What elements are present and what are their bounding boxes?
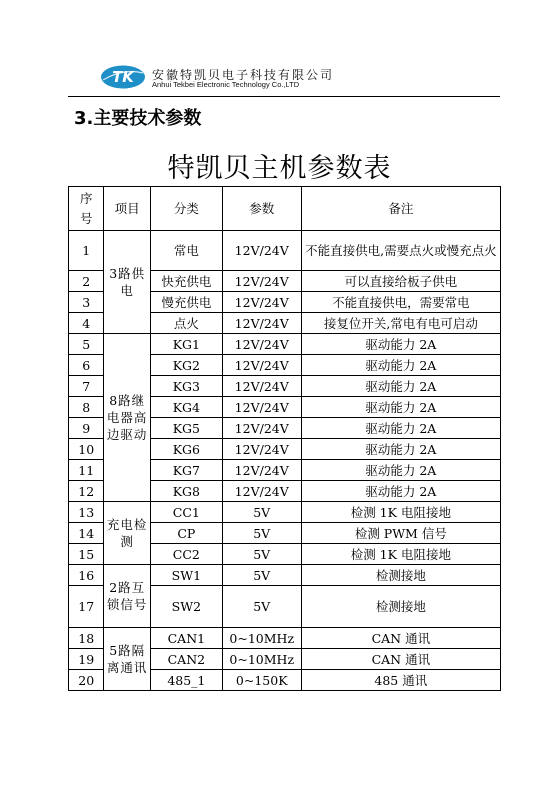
cell-note: 驱动能力 2A: [301, 481, 500, 502]
cell-note: 驱动能力 2A: [301, 418, 500, 439]
header-no: 序号: [69, 187, 104, 231]
group-power: 3路供电: [104, 231, 151, 334]
cell-param: 12V/24V: [222, 292, 301, 313]
cell-note: 驱动能力 2A: [301, 460, 500, 481]
cell-no: 16: [69, 565, 104, 586]
company-logo: [100, 64, 146, 90]
table-row: [69, 628, 501, 649]
cell-note: 检测接地: [301, 586, 500, 628]
cell-no: 17: [69, 586, 104, 628]
cell-category: CP: [150, 523, 222, 544]
cell-category: 快充供电: [150, 271, 222, 292]
cell-param: 5V: [222, 523, 301, 544]
cell-no: 13: [69, 502, 104, 523]
cell-no: 1: [69, 231, 104, 271]
cell-no: 4: [69, 313, 104, 334]
cell-category: CC2: [150, 544, 222, 565]
cell-note: CAN 通讯: [301, 628, 500, 649]
parameter-table: [68, 186, 501, 691]
header-divider: [68, 96, 500, 97]
table-title: 特凯贝主机参数表: [167, 153, 392, 184]
company-name-cn: 安徽特凯贝电子科技有限公司: [152, 68, 335, 82]
cell-note: 可以直接给板子供电: [301, 271, 500, 292]
cell-no: 8: [69, 397, 104, 418]
cell-category: CC1: [150, 502, 222, 523]
cell-note: 驱动能力 2A: [301, 334, 500, 355]
cell-no: 12: [69, 481, 104, 502]
cell-param: 12V/24V: [222, 376, 301, 397]
cell-param: 12V/24V: [222, 460, 301, 481]
group-relay-drive: 8路继电器高边驱动: [104, 334, 151, 502]
cell-category: 485_1: [150, 670, 222, 691]
cell-no: 11: [69, 460, 104, 481]
cell-no: 2: [69, 271, 104, 292]
table-row: [69, 334, 501, 355]
cell-param: 12V/24V: [222, 418, 301, 439]
cell-note: 检测 1K 电阻接地: [301, 544, 500, 565]
cell-note: 检测 PWM 信号: [301, 523, 500, 544]
cell-param: 0~10MHz: [222, 649, 301, 670]
group-isolated-comm: 5路隔离通讯: [104, 628, 151, 691]
cell-note: 检测接地: [301, 565, 500, 586]
group-interlock: 2路互锁信号: [104, 565, 151, 628]
table-row: [69, 231, 501, 271]
header-category: 分类: [150, 187, 222, 231]
cell-no: 3: [69, 292, 104, 313]
cell-category: KG4: [150, 397, 222, 418]
table-row: [69, 502, 501, 523]
cell-category: 慢充供电: [150, 292, 222, 313]
cell-param: 12V/24V: [222, 481, 301, 502]
cell-no: 19: [69, 649, 104, 670]
table-header-row: [69, 187, 501, 231]
cell-category: SW2: [150, 586, 222, 628]
cell-note: 接复位开关,常电有电可启动: [301, 313, 500, 334]
cell-param: 12V/24V: [222, 397, 301, 418]
cell-param: 12V/24V: [222, 271, 301, 292]
cell-note: 485 通讯: [301, 670, 500, 691]
cell-category: 常电: [150, 231, 222, 271]
cell-no: 20: [69, 670, 104, 691]
cell-note: 检测 1K 电阻接地: [301, 502, 500, 523]
table-row: [69, 565, 501, 586]
company-name-en: Anhui Tekbei Electronic Technology Co.,LTD: [152, 80, 300, 89]
header-param: 参数: [222, 187, 301, 231]
cell-no: 10: [69, 439, 104, 460]
cell-category: KG1: [150, 334, 222, 355]
cell-param: 5V: [222, 544, 301, 565]
header-note: 备注: [301, 187, 500, 231]
cell-note: 驱动能力 2A: [301, 355, 500, 376]
cell-no: 7: [69, 376, 104, 397]
cell-category: KG5: [150, 418, 222, 439]
cell-note: 驱动能力 2A: [301, 439, 500, 460]
cell-no: 15: [69, 544, 104, 565]
cell-category: CAN1: [150, 628, 222, 649]
cell-no: 5: [69, 334, 104, 355]
cell-param: 5V: [222, 565, 301, 586]
cell-param: 0~10MHz: [222, 628, 301, 649]
cell-category: KG7: [150, 460, 222, 481]
cell-param: 12V/24V: [222, 313, 301, 334]
cell-param: 5V: [222, 586, 301, 628]
cell-param: 12V/24V: [222, 334, 301, 355]
cell-param: 12V/24V: [222, 355, 301, 376]
cell-note: CAN 通讯: [301, 649, 500, 670]
cell-category: SW1: [150, 565, 222, 586]
cell-param: 12V/24V: [222, 439, 301, 460]
cell-note: 驱动能力 2A: [301, 376, 500, 397]
cell-no: 6: [69, 355, 104, 376]
cell-category: 点火: [150, 313, 222, 334]
cell-param: 5V: [222, 502, 301, 523]
cell-category: KG6: [150, 439, 222, 460]
logo-text: TK: [112, 68, 134, 86]
group-charge-detect: 充电检测: [104, 502, 151, 565]
cell-param: 12V/24V: [222, 231, 301, 271]
cell-category: KG3: [150, 376, 222, 397]
cell-category: CAN2: [150, 649, 222, 670]
cell-note: 不能直接供电,需要点火或慢充点火: [301, 231, 500, 271]
cell-note: 驱动能力 2A: [301, 397, 500, 418]
cell-no: 14: [69, 523, 104, 544]
cell-no: 18: [69, 628, 104, 649]
cell-no: 9: [69, 418, 104, 439]
cell-category: KG2: [150, 355, 222, 376]
cell-param: 0~150K: [222, 670, 301, 691]
cell-note: 不能直接供电，需要常电: [301, 292, 500, 313]
header-item: 项目: [104, 187, 151, 231]
cell-category: KG8: [150, 481, 222, 502]
section-heading: 3.主要技术参数: [74, 108, 202, 129]
